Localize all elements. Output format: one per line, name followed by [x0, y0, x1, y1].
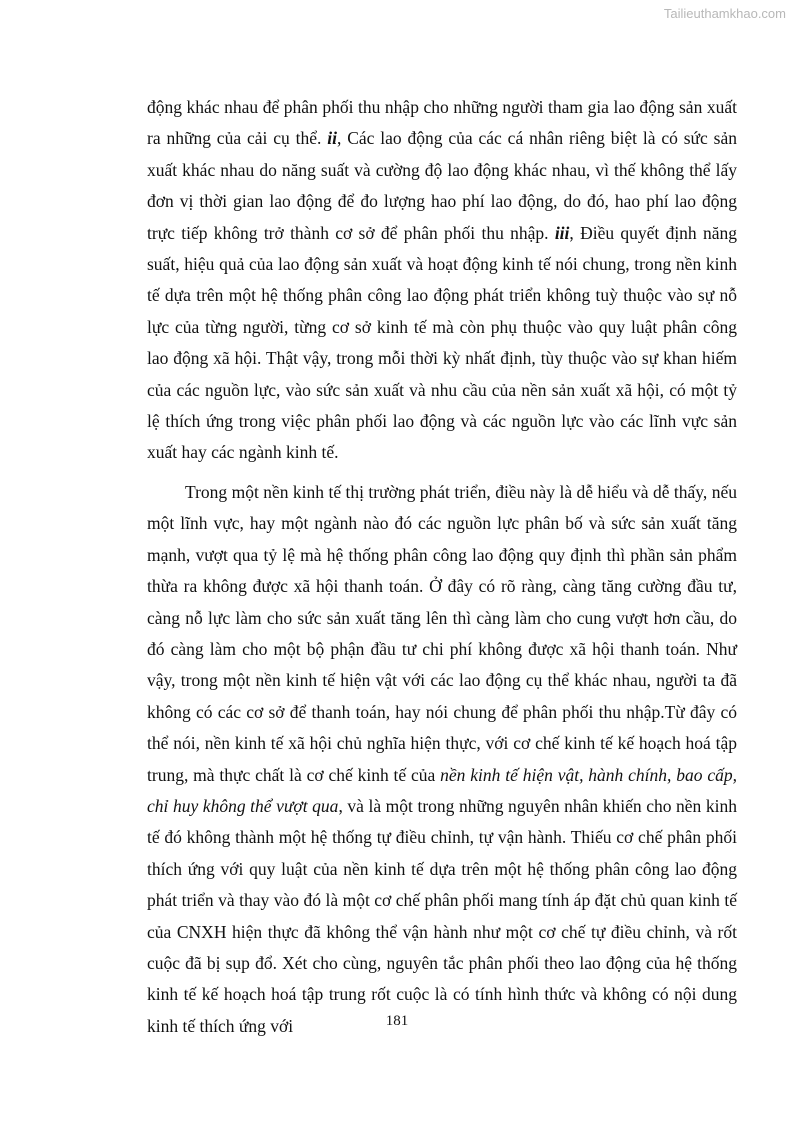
- text-segment: , và là một trong những nguyên nhân khiến cho nền kinh tế đó không thành một hệ thống tự điều chỉnh, tự vận hành. Thiếu cơ chế phân phối thích ứng với quy luật của nền kinh tế dựa trên một hệ thống phân công lao động phát triển và thay vào đó là một cơ chế phân phối mang tính áp đặt chủ quan kinh tế của CNXH hiện thực đã không thể vận hành như một cơ chế tự điều chỉnh, và rốt cuộc đã bị sụp đổ. Xét cho cùng, nguyên tắc phân phối theo lao động của hệ thống kinh tế kế hoạch hoá tập trung rốt cuộc là có tính hình thức và không có nội dung kinh tế thích ứng với: [147, 795, 737, 1036]
- text-segment: , Điều quyết định năng suất, hiệu quả của lao động sản xuất và hoạt động kinh tế nói chung, trong nền kinh tế dựa trên một hệ thống phân công lao động phát triển không tuỳ thuộc vào sự nỗ lực của từng người, từng cơ sở kinh tế mà còn phụ thuộc vào quy luật phân công lao động xã hội. Thật vậy, trong mỗi thời kỳ nhất định, tùy thuộc vào sự khan hiếm của các nguồn lực, vào sức sản xuất và nhu cầu của nền sản xuất xã hội, có một tỷ lệ thích ứng trong việc phân phối lao động và các nguồn lực vào các lĩnh vực sản xuất hay các ngành kinh tế.: [147, 222, 737, 463]
- paragraph-1: [147, 92, 737, 469]
- emphasis-iii: iii: [554, 222, 570, 243]
- site-watermark: Tailieuthamkhao.com: [663, 6, 786, 21]
- emphasis-italic-phrase: nền kinh tế hiện vật, hành chính, bao cấp, chỉ huy không thể vượt qua: [147, 764, 737, 816]
- text-segment: Trong một nền kinh tế thị trường phát triển, điều này là dễ hiểu và dễ thấy, nếu một lĩnh vực, hay một ngành nào đó các nguồn lực phân bố và sức sản xuất tăng mạnh, vượt qua tỷ lệ mà hệ thống phân công lao động quy định thì phần sản phẩm thừa ra không được xã hội thanh toán. Ở đây có rõ ràng, càng tăng cường đầu tư, càng nỗ lực làm cho sức sản xuất tăng lên thì càng làm cho cung vượt hơn cầu, do đó càng làm cho một bộ phận đầu tư chi phí không được xã hội thanh toán. Như vậy, trong một nền kinh tế hiện vật với các lao động cụ thể khác nhau, người ta đã không có các cơ sở để thanh toán, hay nói chung để phân phối thu nhập.Từ đây có thể nói, nền kinh tế xã hội chủ nghĩa hiện thực, với cơ chế kinh tế kế hoạch hoá tập trung, mà thực chất là cơ chế kinh tế của: [147, 481, 737, 785]
- paragraph-2: [147, 477, 737, 1042]
- document-body: [147, 92, 737, 1042]
- text-segment: , Các lao động của các cá nhân riêng biệt là có sức sản xuất khác nhau do năng suất và cường độ lao động khác nhau, vì thế không thể lấy đơn vị thời gian lao động để đo lượng hao phí lao động, do đó, hao phí lao động trực tiếp không trở thành cơ sở để phân phối thu nhập.: [147, 128, 737, 243]
- page-number: 181: [385, 1013, 409, 1029]
- text-segment: động khác nhau để phân phối thu nhập cho những người tham gia lao động sản xuất ra những của cải cụ thể.: [147, 97, 737, 149]
- emphasis-ii: ii: [327, 128, 337, 149]
